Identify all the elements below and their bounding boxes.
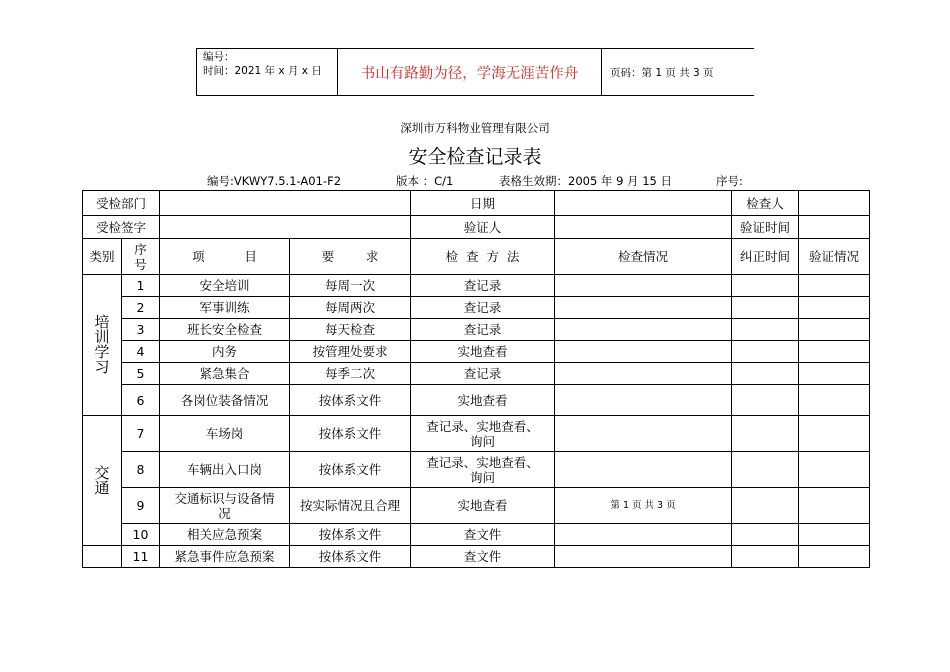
row-method bbox=[411, 416, 555, 452]
row-number: 10 bbox=[122, 524, 160, 546]
row-status[interactable] bbox=[555, 363, 732, 385]
page-title: 安全检查记录表 bbox=[408, 146, 542, 168]
row-method-line2: 询问 bbox=[470, 433, 496, 449]
row-correction-time[interactable] bbox=[732, 546, 799, 568]
row-correction-time[interactable] bbox=[732, 275, 799, 297]
row-item: 内务 bbox=[160, 341, 290, 363]
verifier-label: 验证人 bbox=[411, 216, 555, 239]
row-method bbox=[411, 452, 555, 488]
row-item: 安全培训 bbox=[160, 275, 290, 297]
sign-label: 受检签字 bbox=[83, 216, 160, 239]
table-row bbox=[83, 363, 870, 385]
col-method: 检 查 方 法 bbox=[411, 239, 555, 275]
row-item: 紧急事件应急预案 bbox=[160, 546, 290, 568]
sign-value[interactable] bbox=[160, 216, 411, 239]
row-requirement: 按体系文件 bbox=[290, 385, 411, 416]
row-item: 相关应急预案 bbox=[160, 524, 290, 546]
category-training bbox=[83, 275, 122, 416]
row-correction-time[interactable] bbox=[732, 385, 799, 416]
row-requirement: 按体系文件 bbox=[290, 452, 411, 488]
row-method: 查记录 bbox=[411, 275, 555, 297]
row-status[interactable] bbox=[555, 319, 732, 341]
row-requirement: 按体系文件 bbox=[290, 416, 411, 452]
col-correction-time: 纠正时间 bbox=[732, 239, 799, 275]
row-method-line2: 询问 bbox=[470, 469, 496, 485]
row-verification[interactable] bbox=[799, 363, 870, 385]
row-method-line1: 查记录、实地查看、 bbox=[426, 454, 539, 470]
date-label: 日期 bbox=[411, 191, 555, 216]
row-correction-time[interactable] bbox=[732, 363, 799, 385]
dept-value[interactable] bbox=[160, 191, 411, 216]
row-method: 实地查看 bbox=[411, 488, 555, 524]
row-verification[interactable] bbox=[799, 297, 870, 319]
row-item-line2: 况 bbox=[218, 505, 231, 521]
table-row bbox=[83, 416, 870, 452]
header-left-cell bbox=[197, 49, 338, 95]
row-item: 军事训练 bbox=[160, 297, 290, 319]
form-row-1 bbox=[83, 191, 870, 216]
col-status: 检查情况 bbox=[555, 239, 732, 275]
col-seq-line2: 号 bbox=[134, 256, 147, 272]
row-method: 实地查看 bbox=[411, 341, 555, 363]
row-method: 实地查看 bbox=[411, 385, 555, 416]
row-verification[interactable] bbox=[799, 452, 870, 488]
col-verification: 验证情况 bbox=[799, 239, 870, 275]
verify-time-label: 验证时间 bbox=[732, 216, 799, 239]
row-number: 8 bbox=[122, 452, 160, 488]
category-char: 训 bbox=[94, 328, 110, 346]
row-requirement: 每天检查 bbox=[290, 319, 411, 341]
table-row bbox=[83, 546, 870, 568]
row-item bbox=[160, 488, 290, 524]
row-item: 车场岗 bbox=[160, 416, 290, 452]
row-status[interactable] bbox=[555, 524, 732, 546]
row-correction-time[interactable] bbox=[732, 341, 799, 363]
row-status[interactable] bbox=[555, 546, 732, 568]
inspection-table bbox=[82, 190, 870, 568]
header-time-label: 时间：2021 年 x 月 x 日 bbox=[203, 65, 322, 77]
inspector-value[interactable] bbox=[799, 191, 870, 216]
verifier-value[interactable] bbox=[555, 216, 732, 239]
row-number: 7 bbox=[122, 416, 160, 452]
row-correction-time[interactable] bbox=[732, 488, 799, 524]
category-char: 通 bbox=[94, 478, 110, 497]
row-verification[interactable] bbox=[799, 341, 870, 363]
row-method: 查记录 bbox=[411, 363, 555, 385]
row-verification[interactable] bbox=[799, 319, 870, 341]
form-row-2 bbox=[83, 216, 870, 239]
row-requirement: 按实际情况且合理 bbox=[290, 488, 411, 524]
table-row bbox=[83, 488, 870, 524]
footer-page-note: 第 1 页 共 3 页 bbox=[555, 488, 732, 524]
row-status[interactable] bbox=[555, 416, 732, 452]
col-seq bbox=[122, 239, 160, 275]
company-name: 深圳市万科物业管理有限公司 bbox=[400, 121, 550, 135]
header-number-label: 编号： bbox=[203, 51, 235, 63]
row-method-line1: 查记录、实地查看、 bbox=[426, 418, 539, 434]
table-row bbox=[83, 319, 870, 341]
row-item: 车辆出入口岗 bbox=[160, 452, 290, 488]
row-number: 6 bbox=[122, 385, 160, 416]
row-number: 5 bbox=[122, 363, 160, 385]
category-traffic bbox=[83, 416, 122, 546]
table-row bbox=[83, 297, 870, 319]
row-requirement: 每季二次 bbox=[290, 363, 411, 385]
row-requirement: 每周一次 bbox=[290, 275, 411, 297]
row-requirement: 每周两次 bbox=[290, 297, 411, 319]
row-status[interactable] bbox=[555, 297, 732, 319]
row-item-line1: 交通标识与设备情 bbox=[174, 490, 275, 506]
row-item: 紧急集合 bbox=[160, 363, 290, 385]
document-header bbox=[196, 48, 754, 96]
row-method: 查记录 bbox=[411, 319, 555, 341]
verify-time-value[interactable] bbox=[799, 216, 870, 239]
col-item: 项 目 bbox=[160, 239, 290, 275]
row-correction-time[interactable] bbox=[732, 452, 799, 488]
row-correction-time[interactable] bbox=[732, 297, 799, 319]
row-status[interactable] bbox=[555, 452, 732, 488]
row-number: 2 bbox=[122, 297, 160, 319]
category-char: 学 bbox=[94, 343, 110, 361]
category-char: 习 bbox=[94, 358, 110, 376]
row-correction-time[interactable] bbox=[732, 524, 799, 546]
doc-version: 版本 ：C/1 bbox=[396, 174, 454, 188]
row-number: 9 bbox=[122, 488, 160, 524]
row-correction-time[interactable] bbox=[732, 319, 799, 341]
row-verification[interactable] bbox=[799, 488, 870, 524]
column-header-row bbox=[83, 239, 870, 275]
row-correction-time[interactable] bbox=[732, 416, 799, 452]
doc-serial: 序号: bbox=[716, 174, 743, 188]
row-requirement: 按体系文件 bbox=[290, 546, 411, 568]
table-row bbox=[83, 341, 870, 363]
doc-effective-date: 表格生效期：2005 年 9 月 15 日 bbox=[499, 174, 672, 188]
row-verification[interactable] bbox=[799, 524, 870, 546]
row-number: 11 bbox=[122, 546, 160, 568]
category-char: 交 bbox=[94, 463, 110, 482]
dept-label: 受检部门 bbox=[83, 191, 160, 216]
row-requirement: 按管理处要求 bbox=[290, 341, 411, 363]
category-char: 培 bbox=[94, 313, 110, 331]
row-verification[interactable] bbox=[799, 385, 870, 416]
row-verification[interactable] bbox=[799, 275, 870, 297]
row-status[interactable] bbox=[555, 275, 732, 297]
row-number: 1 bbox=[122, 275, 160, 297]
category-empty bbox=[83, 546, 122, 568]
date-value[interactable] bbox=[555, 191, 732, 216]
doc-code: 编号:VKWY7.5.1-A01-F2 bbox=[207, 174, 342, 188]
row-verification[interactable] bbox=[799, 416, 870, 452]
inspector-label: 检查人 bbox=[732, 191, 799, 216]
table-row bbox=[83, 524, 870, 546]
row-method: 查文件 bbox=[411, 524, 555, 546]
row-method: 查记录 bbox=[411, 297, 555, 319]
row-status[interactable] bbox=[555, 385, 732, 416]
row-requirement: 按体系文件 bbox=[290, 524, 411, 546]
row-method: 查文件 bbox=[411, 546, 555, 568]
header-motto: 书山有路勤为径，学海无涯苦作舟 bbox=[338, 49, 602, 95]
row-status[interactable] bbox=[555, 341, 732, 363]
row-number: 3 bbox=[122, 319, 160, 341]
row-number: 4 bbox=[122, 341, 160, 363]
table-row bbox=[83, 452, 870, 488]
table-row bbox=[83, 385, 870, 416]
row-verification[interactable] bbox=[799, 546, 870, 568]
col-category: 类别 bbox=[83, 239, 122, 275]
col-requirement: 要 求 bbox=[290, 239, 411, 275]
table-row bbox=[83, 275, 870, 297]
row-item: 各岗位装备情况 bbox=[160, 385, 290, 416]
header-page-label: 页码：第 1 页 共 3 页 bbox=[610, 66, 714, 79]
col-seq-line1: 序 bbox=[134, 241, 147, 257]
row-item: 班长安全检查 bbox=[160, 319, 290, 341]
